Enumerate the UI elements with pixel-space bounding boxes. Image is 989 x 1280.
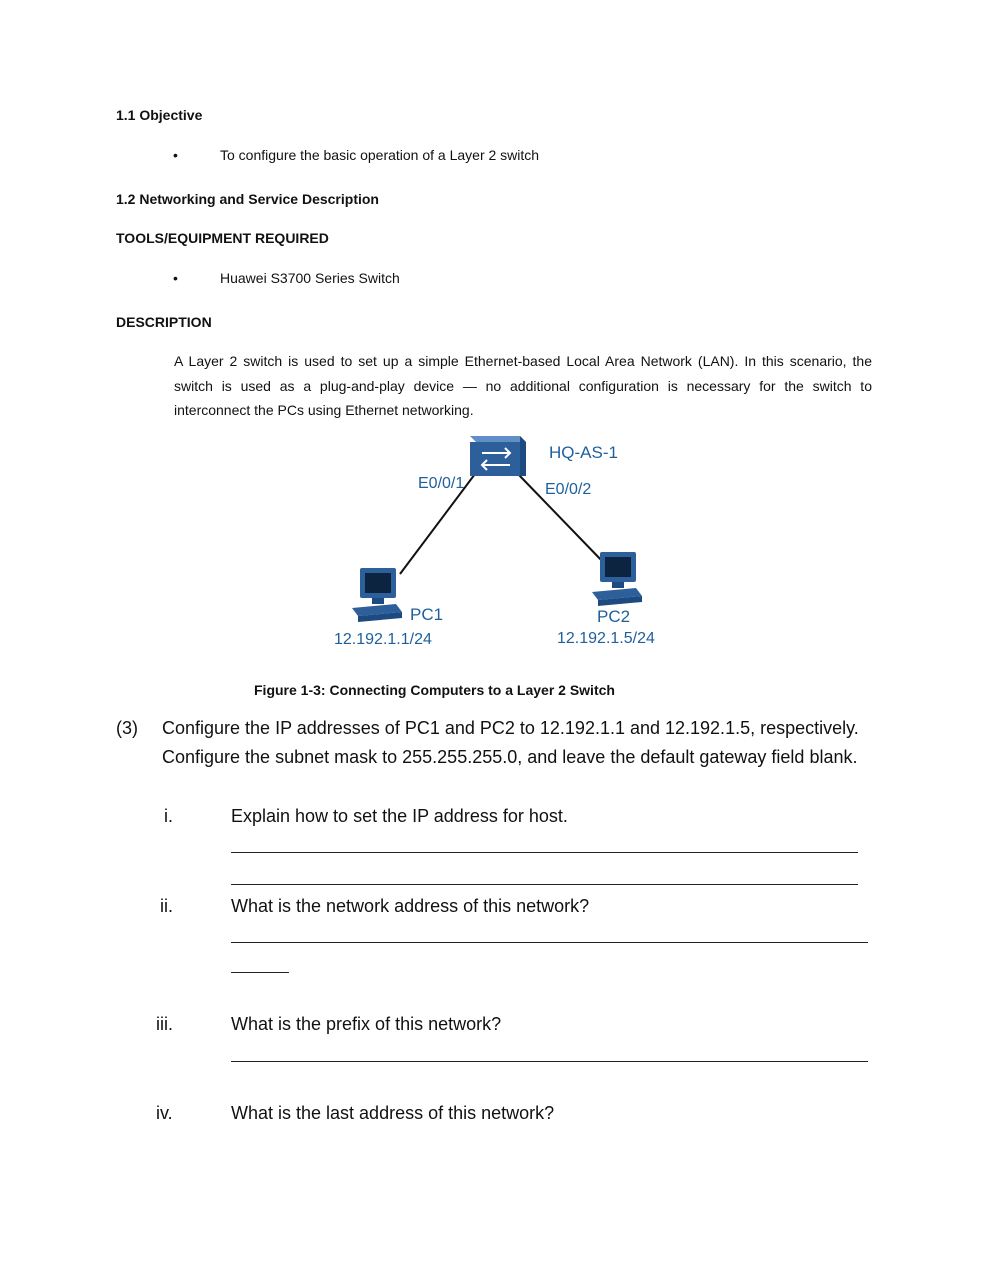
task-line-1: Configure the IP addresses of PC1 and PC2 to 12.192.1.1 and 12.192.1.5, respectively. [162,718,859,738]
question-number: iii. [156,1014,173,1034]
network-diagram [320,428,700,656]
section-1-2-title: 1.2 Networking and Service Description [116,191,379,207]
pc1-icon [352,568,402,622]
switch-icon [470,436,526,476]
question-text: What is the prefix of this network? [231,1014,502,1034]
bullet-dot: • [173,270,178,286]
port-left-label: E0/0/1 [418,475,465,492]
answer-line[interactable] [231,972,289,973]
pc1-name-label: PC1 [410,605,444,624]
section-1-1-title: 1.1 Objective [116,107,203,123]
objective-bullet-text: To configure the basic operation of a Layer 2 switch [220,147,540,163]
switch-name-label: HQ-AS-1 [549,443,618,462]
answer-line[interactable] [231,884,858,885]
bullet-dot: • [173,147,178,163]
description-text: A Layer 2 switch is used to set up a simple Ethernet-based Local Area Network (LAN). In this scenario, the switch is used as a plug-and-play device — no additional configuration is necessary for the switch to interconnect the PCs using Ethernet networking. [174,353,872,418]
question-text: Explain how to set the IP address for host. [231,806,568,826]
task-number: (3) [116,718,138,738]
pc2-ip-label: 12.192.1.5/24 [557,630,655,647]
description-title: DESCRIPTION [116,314,212,330]
pc2-name-label: PC2 [597,607,631,626]
question-number: iv. [156,1103,173,1123]
question-text: What is the network address of this network? [231,896,590,916]
tools-title: TOOLS/EQUIPMENT REQUIRED [116,230,329,246]
question-number: i. [164,806,173,826]
question-text: What is the last address of this network? [231,1103,555,1123]
answer-line[interactable] [231,942,868,943]
tools-bullet-text: Huawei S3700 Series Switch [220,270,400,286]
figure-caption: Figure 1-3: Connecting Computers to a Layer 2 Switch [254,682,615,698]
answer-line[interactable] [231,852,858,853]
port-right-label: E0/0/2 [545,481,592,498]
task-line-2: Configure the subnet mask to 255.255.255.0, and leave the default gateway field blank. [162,747,858,767]
question-number: ii. [160,896,173,916]
answer-line[interactable] [231,1061,868,1062]
pc1-ip-label: 12.192.1.1/24 [334,631,432,648]
pc2-icon [592,552,642,606]
